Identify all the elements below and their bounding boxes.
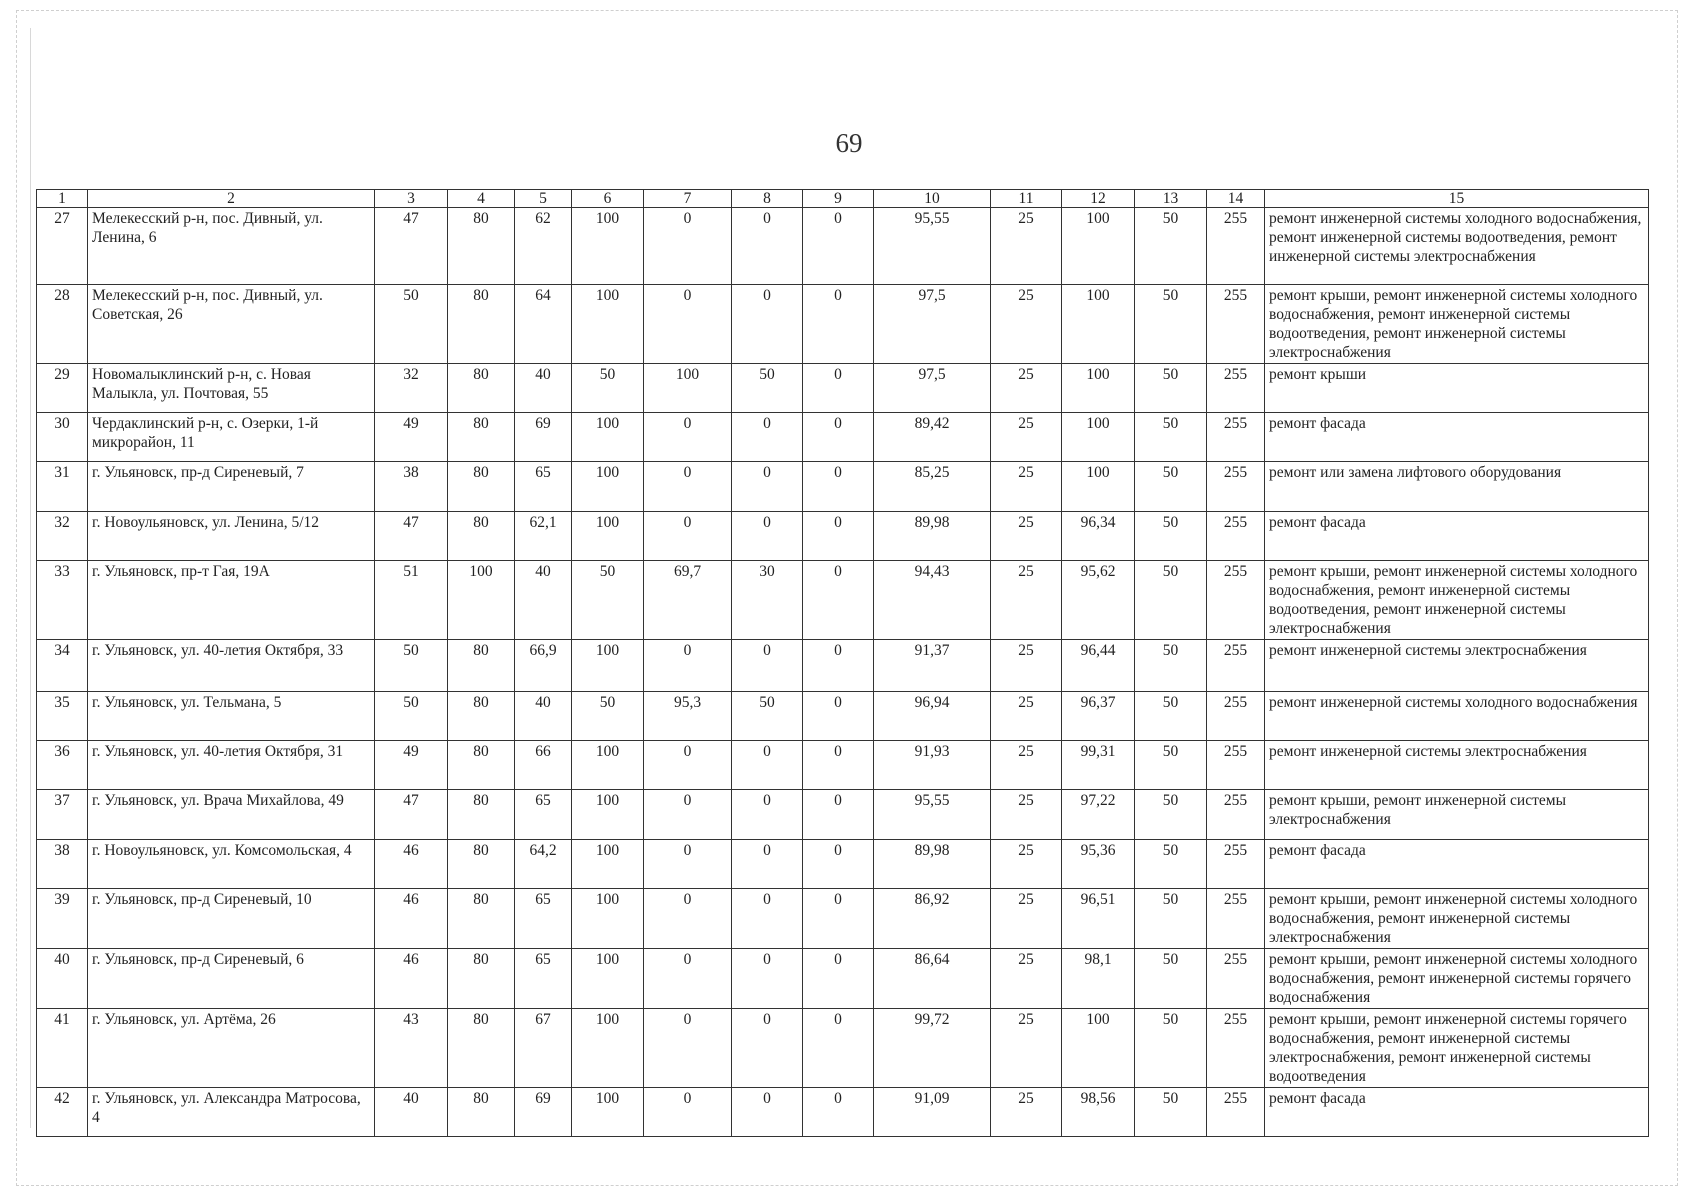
work-types-cell: ремонт крыши, ремонт инженерной системы холодного водоснабжения, ремонт инженерной системы электроснабжения — [1265, 889, 1649, 949]
col4-cell: 80 — [448, 790, 515, 840]
col10-cell: 86,64 — [874, 949, 991, 1009]
column-header-4: 4 — [448, 190, 515, 208]
col11-cell: 25 — [991, 949, 1062, 1009]
col13-cell: 50 — [1135, 949, 1207, 1009]
col4-cell: 80 — [448, 462, 515, 512]
col6-cell: 100 — [572, 1088, 644, 1137]
col13-cell: 50 — [1135, 208, 1207, 285]
col7-cell: 69,7 — [644, 561, 732, 640]
col5-cell: 62,1 — [515, 512, 572, 561]
col8-cell: 0 — [732, 949, 803, 1009]
work-types-cell: ремонт крыши, ремонт инженерной системы горячего водоснабжения, ремонт инженерной системы электроснабжения, ремонт инженерной системы водоотведения — [1265, 1009, 1649, 1088]
col3-cell: 50 — [375, 692, 448, 741]
col7-cell: 0 — [644, 512, 732, 561]
table-row — [37, 413, 1649, 462]
column-header-1: 1 — [37, 190, 88, 208]
col14-cell: 255 — [1207, 1009, 1265, 1088]
col9-cell: 0 — [803, 512, 874, 561]
col13-cell: 50 — [1135, 640, 1207, 692]
col12-cell: 96,44 — [1062, 640, 1135, 692]
col5-cell: 65 — [515, 462, 572, 512]
col5-cell: 64,2 — [515, 840, 572, 889]
col12-cell: 100 — [1062, 285, 1135, 364]
column-header-13: 13 — [1135, 190, 1207, 208]
col10-cell: 89,98 — [874, 840, 991, 889]
address-cell: г. Ульяновск, ул. 40-летия Октября, 31 — [88, 741, 375, 790]
col11-cell: 25 — [991, 561, 1062, 640]
col12-cell: 98,56 — [1062, 1088, 1135, 1137]
col3-cell: 40 — [375, 1088, 448, 1137]
table-row — [37, 790, 1649, 840]
col7-cell: 0 — [644, 790, 732, 840]
col3-cell: 43 — [375, 1009, 448, 1088]
col8-cell: 50 — [732, 692, 803, 741]
col7-cell: 0 — [644, 1009, 732, 1088]
row-number: 27 — [37, 208, 88, 285]
col6-cell: 100 — [572, 889, 644, 949]
col4-cell: 80 — [448, 413, 515, 462]
address-cell: г. Ульяновск, пр-д Сиреневый, 6 — [88, 949, 375, 1009]
col6-cell: 100 — [572, 208, 644, 285]
col13-cell: 50 — [1135, 285, 1207, 364]
col3-cell: 46 — [375, 889, 448, 949]
col13-cell: 50 — [1135, 561, 1207, 640]
col4-cell: 100 — [448, 561, 515, 640]
col8-cell: 0 — [732, 413, 803, 462]
col10-cell: 95,55 — [874, 208, 991, 285]
row-number: 29 — [37, 364, 88, 413]
col11-cell: 25 — [991, 889, 1062, 949]
address-cell: г. Ульяновск, пр-т Гая, 19А — [88, 561, 375, 640]
col7-cell: 95,3 — [644, 692, 732, 741]
row-number: 42 — [37, 1088, 88, 1137]
col11-cell: 25 — [991, 1088, 1062, 1137]
col5-cell: 40 — [515, 364, 572, 413]
address-cell: г. Ульяновск, ул. Артёма, 26 — [88, 1009, 375, 1088]
col7-cell: 100 — [644, 364, 732, 413]
col4-cell: 80 — [448, 741, 515, 790]
col4-cell: 80 — [448, 1088, 515, 1137]
col9-cell: 0 — [803, 949, 874, 1009]
col5-cell: 62 — [515, 208, 572, 285]
col9-cell: 0 — [803, 285, 874, 364]
col7-cell: 0 — [644, 285, 732, 364]
table-row — [37, 889, 1649, 949]
column-header-15: 15 — [1265, 190, 1649, 208]
col6-cell: 50 — [572, 692, 644, 741]
col7-cell: 0 — [644, 840, 732, 889]
work-types-cell: ремонт крыши, ремонт инженерной системы холодного водоснабжения, ремонт инженерной системы водоотведения, ремонт инженерной системы электроснабжения — [1265, 285, 1649, 364]
col9-cell: 0 — [803, 1088, 874, 1137]
row-number: 35 — [37, 692, 88, 741]
address-cell: г. Ульяновск, ул. Тельмана, 5 — [88, 692, 375, 741]
col12-cell: 100 — [1062, 208, 1135, 285]
col9-cell: 0 — [803, 889, 874, 949]
works-table — [36, 189, 1649, 1137]
col7-cell: 0 — [644, 208, 732, 285]
col8-cell: 0 — [732, 1009, 803, 1088]
col5-cell: 65 — [515, 949, 572, 1009]
col5-cell: 66,9 — [515, 640, 572, 692]
col6-cell: 100 — [572, 413, 644, 462]
col3-cell: 32 — [375, 364, 448, 413]
col10-cell: 97,5 — [874, 364, 991, 413]
row-number: 34 — [37, 640, 88, 692]
row-number: 33 — [37, 561, 88, 640]
col14-cell: 255 — [1207, 840, 1265, 889]
col12-cell: 100 — [1062, 1009, 1135, 1088]
work-types-cell: ремонт инженерной системы электроснабжения — [1265, 741, 1649, 790]
col10-cell: 91,93 — [874, 741, 991, 790]
table-row — [37, 285, 1649, 364]
col10-cell: 96,94 — [874, 692, 991, 741]
col8-cell: 50 — [732, 364, 803, 413]
col4-cell: 80 — [448, 640, 515, 692]
col9-cell: 0 — [803, 413, 874, 462]
row-number: 41 — [37, 1009, 88, 1088]
col11-cell: 25 — [991, 790, 1062, 840]
col11-cell: 25 — [991, 413, 1062, 462]
col10-cell: 95,55 — [874, 790, 991, 840]
col3-cell: 51 — [375, 561, 448, 640]
col7-cell: 0 — [644, 413, 732, 462]
col12-cell: 98,1 — [1062, 949, 1135, 1009]
row-number: 32 — [37, 512, 88, 561]
table-row — [37, 1088, 1649, 1137]
col14-cell: 255 — [1207, 208, 1265, 285]
col7-cell: 0 — [644, 640, 732, 692]
col5-cell: 66 — [515, 741, 572, 790]
col10-cell: 91,09 — [874, 1088, 991, 1137]
column-header-6: 6 — [572, 190, 644, 208]
col4-cell: 80 — [448, 692, 515, 741]
col6-cell: 100 — [572, 285, 644, 364]
row-number: 37 — [37, 790, 88, 840]
col5-cell: 65 — [515, 889, 572, 949]
col8-cell: 0 — [732, 462, 803, 512]
column-header-10: 10 — [874, 190, 991, 208]
row-number: 36 — [37, 741, 88, 790]
col4-cell: 80 — [448, 208, 515, 285]
col4-cell: 80 — [448, 840, 515, 889]
column-header-11: 11 — [991, 190, 1062, 208]
col9-cell: 0 — [803, 840, 874, 889]
work-types-cell: ремонт инженерной системы холодного водоснабжения — [1265, 692, 1649, 741]
col10-cell: 85,25 — [874, 462, 991, 512]
col12-cell: 95,36 — [1062, 840, 1135, 889]
col13-cell: 50 — [1135, 413, 1207, 462]
work-types-cell: ремонт фасада — [1265, 512, 1649, 561]
col4-cell: 80 — [448, 949, 515, 1009]
col10-cell: 97,5 — [874, 285, 991, 364]
address-cell: Мелекесский р-н, пос. Дивный, ул. Советская, 26 — [88, 285, 375, 364]
col3-cell: 50 — [375, 640, 448, 692]
column-header-2: 2 — [88, 190, 375, 208]
row-number: 38 — [37, 840, 88, 889]
address-cell: г. Новоульяновск, ул. Комсомольская, 4 — [88, 840, 375, 889]
work-types-cell: ремонт крыши, ремонт инженерной системы электроснабжения — [1265, 790, 1649, 840]
col13-cell: 50 — [1135, 462, 1207, 512]
col8-cell: 30 — [732, 561, 803, 640]
work-types-cell: ремонт инженерной системы холодного водоснабжения, ремонт инженерной системы водоотведения, ремонт инженерной системы электроснабжения — [1265, 208, 1649, 285]
column-header-7: 7 — [644, 190, 732, 208]
work-types-cell: ремонт крыши, ремонт инженерной системы холодного водоснабжения, ремонт инженерной системы горячего водоснабжения — [1265, 949, 1649, 1009]
table-row — [37, 462, 1649, 512]
col8-cell: 0 — [732, 640, 803, 692]
col12-cell: 99,31 — [1062, 741, 1135, 790]
table-row — [37, 561, 1649, 640]
col11-cell: 25 — [991, 462, 1062, 512]
col9-cell: 0 — [803, 741, 874, 790]
row-number: 28 — [37, 285, 88, 364]
col14-cell: 255 — [1207, 949, 1265, 1009]
work-types-cell: ремонт фасада — [1265, 840, 1649, 889]
table-body — [37, 190, 1649, 1137]
col4-cell: 80 — [448, 889, 515, 949]
col14-cell: 255 — [1207, 512, 1265, 561]
header-row — [37, 190, 1649, 208]
col6-cell: 100 — [572, 949, 644, 1009]
table-row — [37, 512, 1649, 561]
page-number: 69 — [835, 128, 863, 158]
col12-cell: 96,51 — [1062, 889, 1135, 949]
col4-cell: 80 — [448, 285, 515, 364]
col7-cell: 0 — [644, 1088, 732, 1137]
col5-cell: 64 — [515, 285, 572, 364]
table-row — [37, 640, 1649, 692]
row-number: 30 — [37, 413, 88, 462]
work-types-cell: ремонт фасада — [1265, 413, 1649, 462]
work-types-cell: ремонт или замена лифтового оборудования — [1265, 462, 1649, 512]
col10-cell: 86,92 — [874, 889, 991, 949]
col12-cell: 96,37 — [1062, 692, 1135, 741]
col3-cell: 46 — [375, 840, 448, 889]
col3-cell: 46 — [375, 949, 448, 1009]
col11-cell: 25 — [991, 1009, 1062, 1088]
address-cell: г. Ульяновск, пр-д Сиреневый, 7 — [88, 462, 375, 512]
col14-cell: 255 — [1207, 561, 1265, 640]
col6-cell: 50 — [572, 364, 644, 413]
col13-cell: 50 — [1135, 364, 1207, 413]
row-number: 31 — [37, 462, 88, 512]
col3-cell: 47 — [375, 512, 448, 561]
col11-cell: 25 — [991, 364, 1062, 413]
col6-cell: 100 — [572, 462, 644, 512]
col10-cell: 99,72 — [874, 1009, 991, 1088]
column-header-9: 9 — [803, 190, 874, 208]
col8-cell: 0 — [732, 790, 803, 840]
col11-cell: 25 — [991, 741, 1062, 790]
address-cell: г. Ульяновск, ул. 40-летия Октября, 33 — [88, 640, 375, 692]
col11-cell: 25 — [991, 840, 1062, 889]
col10-cell: 89,42 — [874, 413, 991, 462]
row-number: 40 — [37, 949, 88, 1009]
col6-cell: 100 — [572, 1009, 644, 1088]
table-row — [37, 949, 1649, 1009]
col8-cell: 0 — [732, 208, 803, 285]
col6-cell: 100 — [572, 840, 644, 889]
col12-cell: 100 — [1062, 462, 1135, 512]
column-header-5: 5 — [515, 190, 572, 208]
col8-cell: 0 — [732, 840, 803, 889]
work-types-cell: ремонт фасада — [1265, 1088, 1649, 1137]
work-types-cell: ремонт крыши — [1265, 364, 1649, 413]
col14-cell: 255 — [1207, 462, 1265, 512]
col13-cell: 50 — [1135, 692, 1207, 741]
col8-cell: 0 — [732, 741, 803, 790]
col10-cell: 91,37 — [874, 640, 991, 692]
address-cell: г. Новоульяновск, ул. Ленина, 5/12 — [88, 512, 375, 561]
col8-cell: 0 — [732, 512, 803, 561]
col12-cell: 100 — [1062, 364, 1135, 413]
work-types-cell: ремонт крыши, ремонт инженерной системы холодного водоснабжения, ремонт инженерной системы водоотведения, ремонт инженерной системы электроснабжения — [1265, 561, 1649, 640]
col6-cell: 100 — [572, 741, 644, 790]
col10-cell: 89,98 — [874, 512, 991, 561]
col11-cell: 25 — [991, 208, 1062, 285]
col5-cell: 40 — [515, 561, 572, 640]
col9-cell: 0 — [803, 462, 874, 512]
col14-cell: 255 — [1207, 285, 1265, 364]
col3-cell: 47 — [375, 208, 448, 285]
col5-cell: 65 — [515, 790, 572, 840]
col14-cell: 255 — [1207, 364, 1265, 413]
col12-cell: 96,34 — [1062, 512, 1135, 561]
table-row — [37, 840, 1649, 889]
col13-cell: 50 — [1135, 1088, 1207, 1137]
col12-cell: 95,62 — [1062, 561, 1135, 640]
table-row — [37, 208, 1649, 285]
col3-cell: 38 — [375, 462, 448, 512]
col9-cell: 0 — [803, 640, 874, 692]
col8-cell: 0 — [732, 889, 803, 949]
col12-cell: 97,22 — [1062, 790, 1135, 840]
col13-cell: 50 — [1135, 741, 1207, 790]
col14-cell: 255 — [1207, 640, 1265, 692]
col7-cell: 0 — [644, 949, 732, 1009]
table-row — [37, 1009, 1649, 1088]
col14-cell: 255 — [1207, 692, 1265, 741]
table-row — [37, 364, 1649, 413]
col3-cell: 49 — [375, 741, 448, 790]
col9-cell: 0 — [803, 561, 874, 640]
col10-cell: 94,43 — [874, 561, 991, 640]
col7-cell: 0 — [644, 741, 732, 790]
col9-cell: 0 — [803, 692, 874, 741]
col5-cell: 69 — [515, 413, 572, 462]
col13-cell: 50 — [1135, 1009, 1207, 1088]
col11-cell: 25 — [991, 285, 1062, 364]
col9-cell: 0 — [803, 790, 874, 840]
work-types-cell: ремонт инженерной системы электроснабжения — [1265, 640, 1649, 692]
col14-cell: 255 — [1207, 1088, 1265, 1137]
address-cell: Чердаклинский р-н, с. Озерки, 1-й микрорайон, 11 — [88, 413, 375, 462]
column-header-3: 3 — [375, 190, 448, 208]
col11-cell: 25 — [991, 692, 1062, 741]
col6-cell: 100 — [572, 790, 644, 840]
col11-cell: 25 — [991, 640, 1062, 692]
col5-cell: 67 — [515, 1009, 572, 1088]
col12-cell: 100 — [1062, 413, 1135, 462]
table-row — [37, 692, 1649, 741]
table-row — [37, 741, 1649, 790]
col14-cell: 255 — [1207, 889, 1265, 949]
address-cell: Мелекесский р-н, пос. Дивный, ул. Ленина, 6 — [88, 208, 375, 285]
col6-cell: 100 — [572, 640, 644, 692]
col13-cell: 50 — [1135, 790, 1207, 840]
col8-cell: 0 — [732, 1088, 803, 1137]
address-cell: г. Ульяновск, ул. Александра Матросова, 4 — [88, 1088, 375, 1137]
col8-cell: 0 — [732, 285, 803, 364]
col7-cell: 0 — [644, 889, 732, 949]
col9-cell: 0 — [803, 1009, 874, 1088]
col14-cell: 255 — [1207, 413, 1265, 462]
column-header-14: 14 — [1207, 190, 1265, 208]
col11-cell: 25 — [991, 512, 1062, 561]
col13-cell: 50 — [1135, 889, 1207, 949]
col7-cell: 0 — [644, 462, 732, 512]
col14-cell: 255 — [1207, 741, 1265, 790]
column-header-8: 8 — [732, 190, 803, 208]
col3-cell: 49 — [375, 413, 448, 462]
col5-cell: 40 — [515, 692, 572, 741]
col6-cell: 100 — [572, 512, 644, 561]
col5-cell: 69 — [515, 1088, 572, 1137]
col3-cell: 47 — [375, 790, 448, 840]
column-header-12: 12 — [1062, 190, 1135, 208]
row-number: 39 — [37, 889, 88, 949]
col3-cell: 50 — [375, 285, 448, 364]
col4-cell: 80 — [448, 1009, 515, 1088]
col6-cell: 50 — [572, 561, 644, 640]
address-cell: г. Ульяновск, пр-д Сиреневый, 10 — [88, 889, 375, 949]
col9-cell: 0 — [803, 208, 874, 285]
col4-cell: 80 — [448, 364, 515, 413]
col4-cell: 80 — [448, 512, 515, 561]
col9-cell: 0 — [803, 364, 874, 413]
address-cell: г. Ульяновск, ул. Врача Михайлова, 49 — [88, 790, 375, 840]
col13-cell: 50 — [1135, 512, 1207, 561]
col13-cell: 50 — [1135, 840, 1207, 889]
col14-cell: 255 — [1207, 790, 1265, 840]
address-cell: Новомалыклинский р-н, с. Новая Малыкла, ул. Почтовая, 55 — [88, 364, 375, 413]
